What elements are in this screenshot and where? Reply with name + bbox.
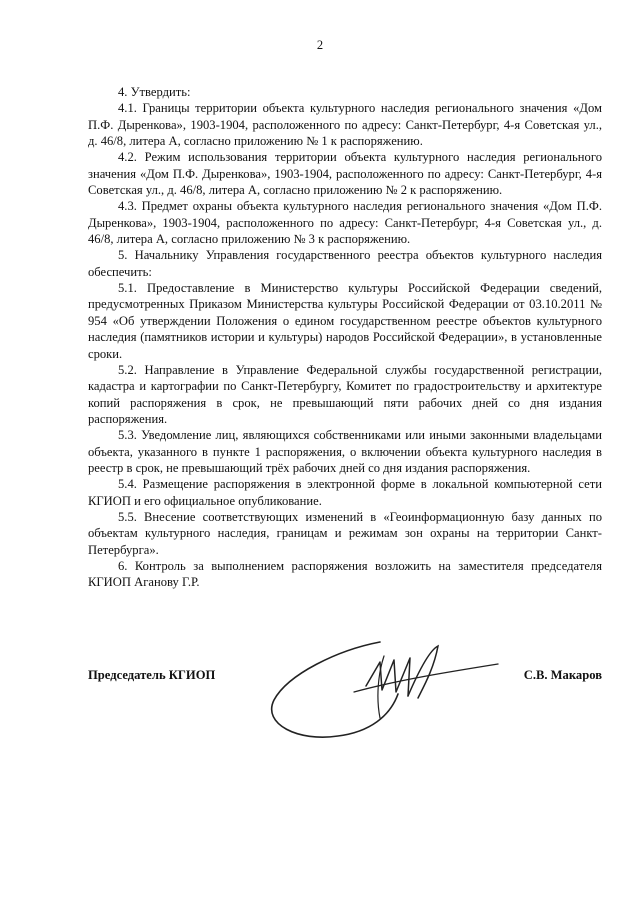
signatory-name: С.В. Макаров [523,668,602,682]
paragraph-5: 5. Начальнику Управления государственного реестра объектов культурного наследия обеспечить: [88,248,602,279]
page-number: 2 [316,38,324,52]
signatory-title: Председатель КГИОП [88,668,216,682]
paragraph-4: 4. Утвердить: [118,85,191,99]
handwritten-signature [258,628,508,748]
paragraph-5-1: 5.1. Предоставление в Министерство культуры Российской Федерации сведений, предусмотренных Приказом Министерства культуры Российской Федерации от 03.10.2011 № 954 «Об утверждении Положения о едином государственном реестре объектов культурного наследия (памятников истории и культуры) народов Российской Федерации», в установленные сроки. [88,281,602,361]
paragraph-5-5: 5.5. Внесение соответствующих изменений в «Геоинформационную базу данных по объектам культурного наследия, границам и режимам зон охраны на территории Санкт-Петербурга». [88,509,602,557]
paragraph-5-2: 5.2. Направление в Управление Федеральной службы государственной регистрации, кадастра и картографии по Санкт-Петербургу, Комитет по градостроительству и архитектуре копий распоряжения в срок, не превышающий пяти рабочих дней со дня издания распоряжения. [88,362,602,426]
paragraph-4-2: 4.2. Режим использования территории объекта культурного наследия регионального значения «Дом П.Ф. Дыренкова», 1903-1904, расположенного по адресу: Санкт-Петербург, 4-я Советская ул., д. 46/8, литера А, согласно приложению № 2 к распоряжению. [88,150,602,198]
paragraph-4-1: 4.1. Границы территории объекта культурного наследия регионального значения «Дом П.Ф. Дыренкова», 1903-1904, расположенного по адресу: Санкт-Петербург, 4-я Советская ул., д. 46/8, литера А, согласно приложению № 1 к распоряжению. [88,101,602,149]
paragraph-4-3: 4.3. Предмет охраны объекта культурного наследия регионального значения «Дом П.Ф. Дыренкова», 1903-1904, расположенного по адресу: Санкт-Петербург, 4-я Советская ул., д. 46/8, литера А, согласно приложению № 3 к распоряжению. [88,199,602,247]
document-body [88,84,602,591]
paragraph-6: 6. Контроль за выполнением распоряжения возложить на заместителя председателя КГИОП Аганову Г.Р. [88,558,602,590]
paragraph-5-3: 5.3. Уведомление лиц, являющихся собственниками или иными законными владельцами объекта, указанного в пункте 1 распоряжения, о включении объекта культурного наследия в реестр в срок, не превышающий трёх рабочих дней со дня издания распоряжения. [88,428,602,475]
paragraph-5-4: 5.4. Размещение распоряжения в электронной форме в локальной компьютерной сети КГИОП и его официальное опубликование. [88,477,602,508]
